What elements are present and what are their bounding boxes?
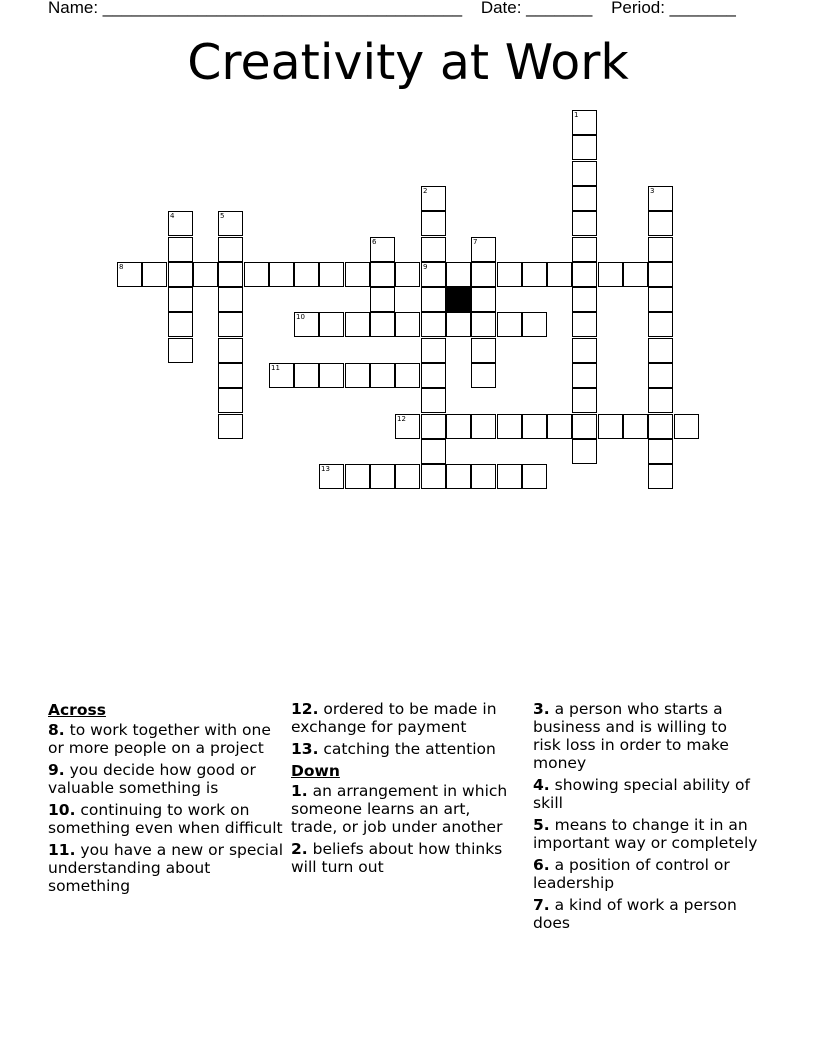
crossword-cell[interactable]: [648, 388, 673, 413]
clue-number: 6: [372, 238, 377, 246]
crossword-cell[interactable]: [294, 312, 319, 337]
clue-number: 13: [321, 465, 330, 473]
clue-number: 9: [423, 263, 428, 271]
crossword-cell[interactable]: [572, 287, 597, 312]
crossword-cell[interactable]: [572, 388, 597, 413]
crossword-cell[interactable]: [193, 262, 218, 287]
crossword-cell[interactable]: [446, 312, 471, 337]
crossword-cell[interactable]: [648, 186, 673, 211]
crossword-cell[interactable]: [370, 363, 395, 388]
crossword-cell[interactable]: [572, 161, 597, 186]
crossword-cell[interactable]: [522, 414, 547, 439]
crossword-cell[interactable]: [572, 262, 597, 287]
crossword-cell[interactable]: [421, 338, 446, 363]
crossword-cell[interactable]: [471, 237, 496, 262]
crossword-cell[interactable]: [294, 363, 319, 388]
crossword-cell[interactable]: [218, 363, 243, 388]
crossword-cell[interactable]: [648, 287, 673, 312]
crossword-cell[interactable]: [674, 414, 699, 439]
crossword-cell[interactable]: [522, 464, 547, 489]
clue-number: 1: [574, 111, 579, 119]
crossword-cell[interactable]: [648, 262, 673, 287]
crossword-cell[interactable]: [623, 414, 648, 439]
crossword-cell[interactable]: [522, 312, 547, 337]
across-clue: 10. continuing to work on something even when difficult: [48, 801, 283, 837]
across-clue: 9. you decide how good or valuable something is: [48, 761, 256, 797]
crossword-cell[interactable]: [421, 439, 446, 464]
crossword-cell[interactable]: [421, 414, 446, 439]
crossword-cell[interactable]: [345, 464, 370, 489]
crossword-cell[interactable]: [168, 237, 193, 262]
clue-column-2: [291, 700, 517, 880]
clue-number: 10: [296, 313, 305, 321]
crossword-cell[interactable]: [244, 262, 269, 287]
crossword-cell[interactable]: [168, 338, 193, 363]
crossword-cell[interactable]: [471, 363, 496, 388]
crossword-cell[interactable]: [117, 262, 142, 287]
crossword-cell[interactable]: [598, 262, 623, 287]
crossword-cell[interactable]: [370, 287, 395, 312]
down-clue: 5. means to change it in an important way or completely: [533, 816, 758, 852]
across-clue: 8. to work together with one or more people on a project: [48, 721, 271, 757]
clue-number: 5: [220, 212, 225, 220]
crossword-cell[interactable]: [446, 414, 471, 439]
clue-number: 7: [473, 238, 478, 246]
crossword-cell[interactable]: [497, 262, 522, 287]
crossword-cell[interactable]: [218, 237, 243, 262]
clue-number: 3: [650, 187, 655, 195]
crossword-cell[interactable]: [547, 262, 572, 287]
crossword-cell[interactable]: [345, 262, 370, 287]
crossword-cell[interactable]: [623, 262, 648, 287]
crossword-cell[interactable]: [421, 211, 446, 236]
clue-number: 11: [271, 364, 280, 372]
crossword-cell[interactable]: [471, 312, 496, 337]
crossword-cell[interactable]: [345, 363, 370, 388]
across-clue: 12. ordered to be made in exchange for payment: [291, 700, 497, 736]
crossword-cell[interactable]: [497, 464, 522, 489]
crossword-cell[interactable]: [421, 186, 446, 211]
name-field-label: Name: ______________________________________: [48, 0, 463, 17]
clue-column-3: [533, 700, 759, 936]
crossword-cell[interactable]: [572, 211, 597, 236]
across-heading: Across: [48, 701, 106, 719]
crossword-cell[interactable]: [471, 414, 496, 439]
page-title: Creativity at Work: [187, 34, 629, 91]
date-field-label: Date: _______: [480, 0, 593, 17]
crossword-cell[interactable]: [395, 414, 420, 439]
crossword-cell[interactable]: [648, 414, 673, 439]
clue-number: 2: [423, 187, 428, 195]
across-clue: 13. catching the attention: [291, 740, 496, 758]
crossword-cell[interactable]: [395, 312, 420, 337]
down-clue: 4. showing special ability of skill: [533, 776, 750, 812]
crossword-cell[interactable]: [370, 312, 395, 337]
crossword-cell[interactable]: [572, 338, 597, 363]
period-field-label: Period: _______: [611, 0, 736, 17]
crossword-cell[interactable]: [319, 464, 344, 489]
crossword-cell[interactable]: [395, 262, 420, 287]
crossword-cell[interactable]: [395, 464, 420, 489]
crossword-cell[interactable]: [648, 363, 673, 388]
crossword-cell[interactable]: [269, 363, 294, 388]
crossword-cell[interactable]: [370, 464, 395, 489]
clue-number: 12: [397, 415, 406, 423]
down-clue: 7. a kind of work a person does: [533, 896, 737, 932]
crossword-cell[interactable]: [218, 262, 243, 287]
crossword-cell[interactable]: [421, 237, 446, 262]
crossword-cell[interactable]: [421, 464, 446, 489]
crossword-cell[interactable]: [648, 464, 673, 489]
crossword-cell[interactable]: [446, 262, 471, 287]
clue-number: 4: [170, 212, 175, 220]
crossword-cell[interactable]: [648, 338, 673, 363]
crossword-cell[interactable]: [168, 262, 193, 287]
crossword-cell[interactable]: [319, 312, 344, 337]
crossword-cell[interactable]: [572, 312, 597, 337]
crossword-cell[interactable]: [421, 287, 446, 312]
crossword-cell[interactable]: [218, 388, 243, 413]
crossword-cell[interactable]: [522, 262, 547, 287]
black-square: [446, 287, 471, 312]
crossword-cell[interactable]: [648, 211, 673, 236]
crossword-cell[interactable]: [269, 262, 294, 287]
crossword-cell[interactable]: [421, 363, 446, 388]
crossword-cell[interactable]: [218, 287, 243, 312]
crossword-cell[interactable]: [218, 414, 243, 439]
crossword-cell[interactable]: [572, 186, 597, 211]
across-clue: 11. you have a new or special understanding about something: [48, 841, 284, 895]
down-clue: 2. beliefs about how thinks will turn out: [291, 840, 503, 876]
down-clue: 3. a person who starts a business and is willing to risk loss in order to make money: [533, 700, 729, 772]
crossword-cell[interactable]: [547, 414, 572, 439]
crossword-cell[interactable]: [319, 262, 344, 287]
crossword-cell[interactable]: [572, 135, 597, 160]
down-clue: 1. an arrangement in which someone learns an art, trade, or job under another: [291, 782, 508, 836]
crossword-cell[interactable]: [168, 312, 193, 337]
crossword-cell[interactable]: [572, 363, 597, 388]
crossword-cell[interactable]: [572, 237, 597, 262]
crossword-cell[interactable]: [497, 312, 522, 337]
crossword-cell[interactable]: [446, 464, 471, 489]
clue-number: 8: [119, 263, 124, 271]
crossword-cell[interactable]: [319, 363, 344, 388]
crossword-cell[interactable]: [598, 414, 623, 439]
crossword-cell[interactable]: [572, 439, 597, 464]
crossword-cell[interactable]: [471, 287, 496, 312]
crossword-cell[interactable]: [471, 464, 496, 489]
crossword-cell[interactable]: [218, 338, 243, 363]
crossword-cell[interactable]: [370, 237, 395, 262]
crossword-cell[interactable]: [142, 262, 167, 287]
crossword-cell[interactable]: [421, 388, 446, 413]
crossword-cell[interactable]: [648, 439, 673, 464]
crossword-cell[interactable]: [471, 338, 496, 363]
crossword-cell[interactable]: [471, 262, 496, 287]
down-heading: Down: [291, 762, 340, 780]
crossword-cell[interactable]: [572, 110, 597, 135]
crossword-cell[interactable]: [168, 211, 193, 236]
crossword-cell[interactable]: [294, 262, 319, 287]
crossword-cell[interactable]: [572, 414, 597, 439]
clue-column-1: [48, 700, 284, 899]
crossword-cell[interactable]: [648, 312, 673, 337]
crossword-cell[interactable]: [370, 262, 395, 287]
crossword-cell[interactable]: [168, 287, 193, 312]
crossword-cell[interactable]: [218, 211, 243, 236]
crossword-cell[interactable]: [345, 312, 370, 337]
down-clue: 6. a position of control or leadership: [533, 856, 730, 892]
crossword-cell[interactable]: [421, 312, 446, 337]
crossword-cell[interactable]: [395, 363, 420, 388]
crossword-cell[interactable]: [497, 414, 522, 439]
crossword-cell[interactable]: [648, 237, 673, 262]
crossword-cell[interactable]: [218, 312, 243, 337]
crossword-cell[interactable]: [421, 262, 446, 287]
